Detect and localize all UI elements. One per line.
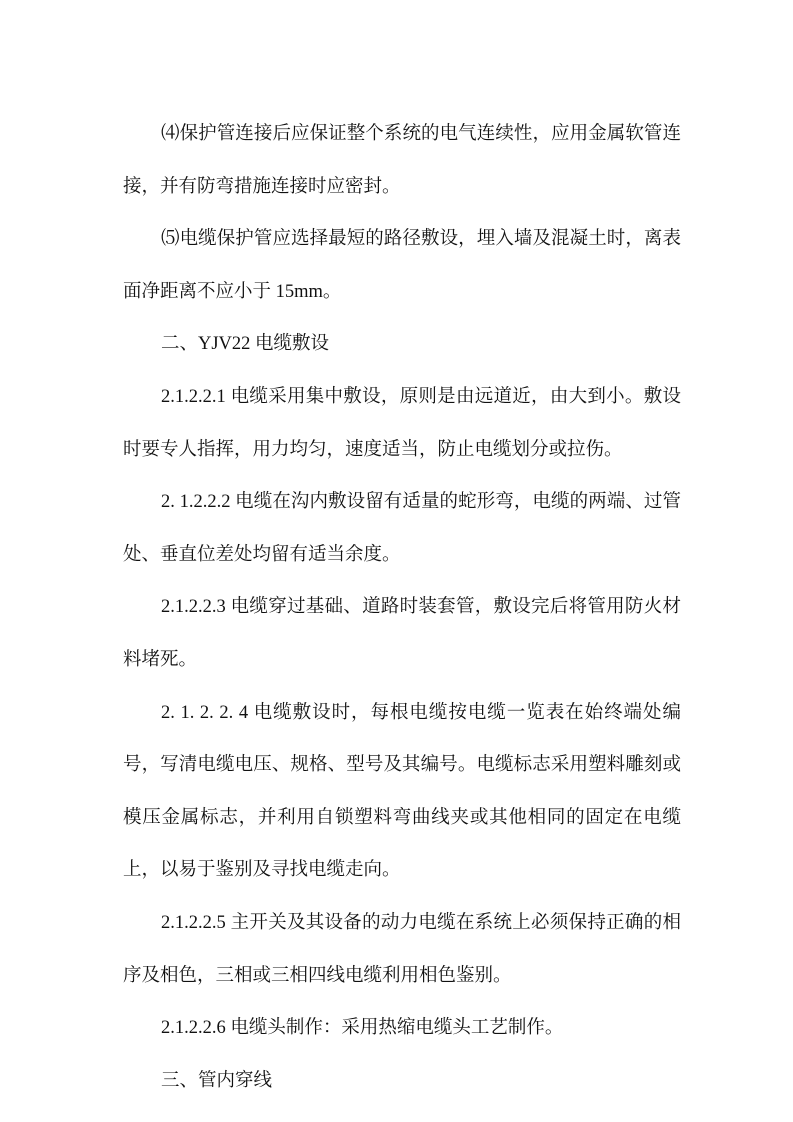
paragraph-2-1-2-2-6: 2.1.2.2.6 电缆头制作：采用热缩电缆头工艺制作。 (161, 1018, 564, 1039)
document-page (123, 108, 681, 1107)
paragraph-2-1-2-2-5: 2.1.2.2.5 主开关及其设备的动力电缆在系统上必须保持正确的相序及相色，三相或三相四线电缆利用相色鉴别。 (123, 912, 681, 986)
paragraph-2-1-2-2-4: 2. 1. 2. 2. 4 电缆敷设时，每根电缆按电缆一览表在始终端处编号，写清电缆电压、规格、型号及其编号。电缆标志采用塑料雕刻或模压金属标志，并利用自锁塑料弯曲线夹或其他相同的固定在电缆上，以易于鉴别及寻找电缆走向。 (123, 702, 681, 881)
paragraph-2-1-2-2-1: 2.1.2.2.1 电缆采用集中敷设，原则是由远道近，由大到小。敷设时要专人指挥，用力均匀，速度适当，防止电缆划分或拉伤。 (123, 386, 681, 460)
section-heading-yjv22-cable-laying: 二、YJV22 电缆敷设 (161, 334, 330, 355)
paragraph-protection-pipe-connection: ⑷保护管连接后应保证整个系统的电气连续性，应用金属软管连接，并有防弯措施连接时应密封。 (123, 124, 681, 197)
paragraph-protection-pipe-route: ⑸电缆保护管应选择最短的路径敷设，埋入墙及混凝土时，离表面净距离不应小于 15mm。 (123, 229, 681, 302)
section-heading-conduit-wiring: 三、管内穿线 (161, 1070, 273, 1091)
paragraph-2-1-2-2-2: 2. 1.2.2.2 电缆在沟内敷设留有适量的蛇形弯，电缆的两端、过管处、垂直位差处均留有适当余度。 (123, 492, 681, 565)
paragraph-2-1-2-2-3: 2.1.2.2.3 电缆穿过基础、道路时装套管，敷设完后将管用防火材料堵死。 (123, 597, 681, 670)
